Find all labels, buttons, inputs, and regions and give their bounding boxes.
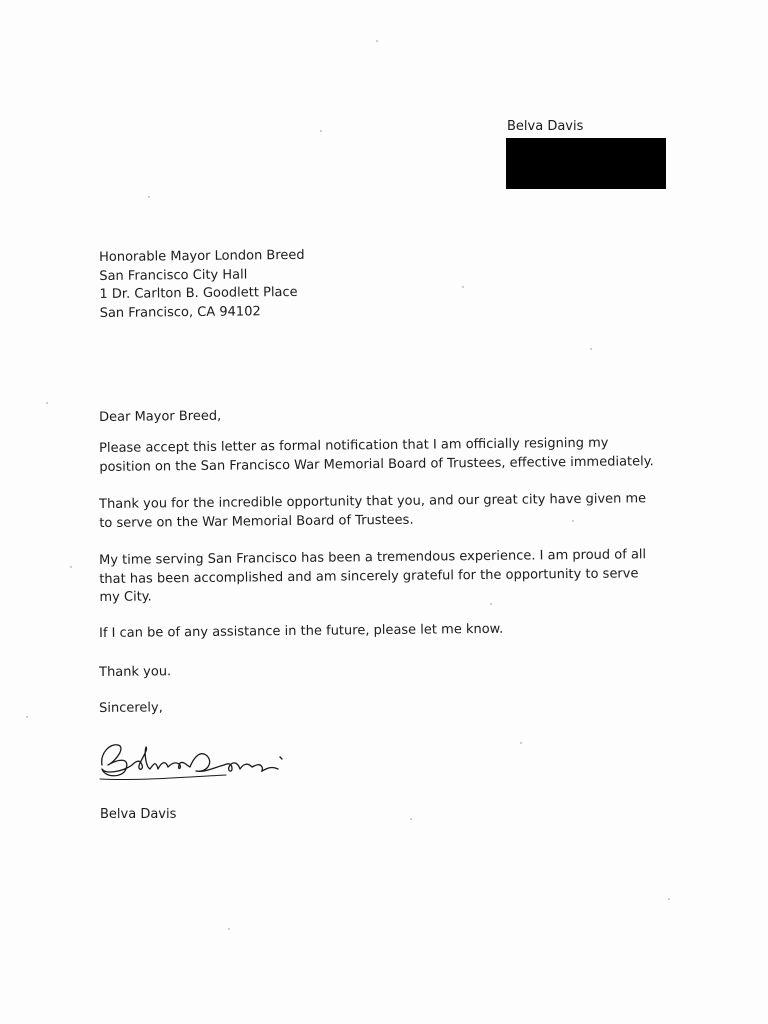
scan-speck — [520, 742, 522, 744]
recipient-address — [99, 247, 305, 323]
scan-speck — [148, 196, 150, 198]
recipient-line: San Francisco, CA 94102 — [99, 303, 261, 321]
scan-speck — [668, 898, 670, 900]
closing: Sincerely, — [99, 700, 163, 716]
thanks-line: Thank you. — [99, 664, 172, 680]
scan-speck — [46, 402, 48, 404]
scan-speck — [590, 348, 592, 350]
body-paragraph: Please accept this letter as formal notification that I am officially resigning my position on the San Francisco War Memorial Board of Trustees, effective immediately. — [99, 435, 654, 475]
handwritten-signature — [96, 735, 296, 785]
body-paragraph: My time serving San Francisco has been a tremendous experience. I am proud of all that has been accomplished and am sincerely grateful for the opportunity to serve my City. — [99, 547, 647, 605]
recipient-line: Honorable Mayor London Breed — [99, 247, 305, 265]
scan-speck — [228, 928, 230, 930]
recipient-line: 1 Dr. Carlton B. Goodlett Place — [99, 284, 298, 302]
scan-speck — [26, 716, 28, 718]
body-paragraph: Thank you for the incredible opportunity that you, and our great city have given me to serve on the War Memorial Board of Trustees. — [99, 491, 647, 531]
signed-name: Belva Davis — [100, 807, 177, 822]
scan-speck — [320, 130, 322, 132]
recipient-line: San Francisco City Hall — [99, 266, 248, 284]
scan-speck — [410, 818, 412, 820]
redacted-address-block — [506, 138, 666, 189]
body-paragraph: If I can be of any assistance in the future, please let me know. — [99, 621, 504, 641]
sender-name: Belva Davis — [507, 119, 584, 134]
scan-speck — [70, 566, 72, 568]
scan-speck — [462, 286, 464, 288]
salutation: Dear Mayor Breed, — [99, 408, 222, 425]
scan-speck — [376, 40, 378, 42]
